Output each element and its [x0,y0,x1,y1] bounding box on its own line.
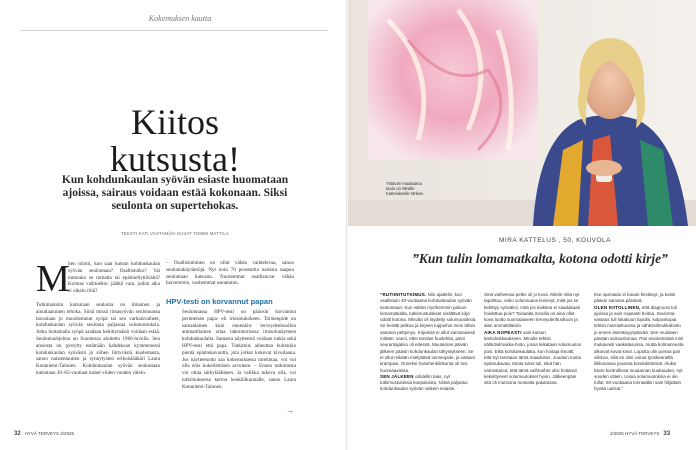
body-column-1-intro: iten toimii, kun saat kutsun kohdunkaulan syövän seulontaan? Osallistutko? Vai tuntuuko se turhalta tai epämiellyttävältä? Kolmas vaihtoehto: jäätkö vain, joihin alka ei oikein riitä? [68,261,160,295]
subheading: HPV-testi on korvannut papan [166,297,273,306]
body-column-2-top: – Osallistuminen on ollut vähän vaihtelevaa, sanoo seulontakäytäntöjä. Nyt noin 70 prosenttia naisista saapuu seulontaan kutsusta. Nuoremmat osallistuvat vähän harvemmin, vanhemmat useammin. [166,260,294,287]
drop-cap: M [36,258,70,300]
run-in-4: OLEN KIITOLLINEN, [594,304,641,310]
folio-right-text: 2/2025 HYVÄ TERVEYS [610,431,660,436]
body-column-2: Seulonnassa HPV-testi on pääosin korvannut perinteisen papa- eli irtosolukokeen. Toimenpide on samanlainen kuin ennenkin: terveydenhuollon ammattilainen ottaa laboratoriossa irtosolunäytteen kohdunkaulalta. Samasta näytteestä voidaan tutkia sekä HPV-testi että papa. Tutkimus aiheuttaa kuitenkin pientä epämukavuutta, jota jotkut kokevat kivuliaana. Jos näytteenotto saa kokemuksesta mietintaa, voi voi olla eräs kokeilemisen arvoinen. – Ennen tutkimusta voi ottaa särkylääkkeen. Ja valikka tukeva olla, voi tutkimuksessa kertoa henkilökunnalle, sanoo Laura Kotaniemi-Talonen. [182,309,296,390]
right-column-3-text: Itse operaatio ei kauan kestänyt, ja kotiin pääsin samana päivänä. [594,292,676,304]
right-column-3-text-2: että diagnoosi tuli ajoissa ja sain nopeasti hoitoa. Seulonta-vastaus tuli lokakuun lopulla, kolposkopia tehtiin marraskuussa ja sähkösilmukkahoito jo ennen itsenäisyyspäivää. Sen muistaen pävään sairauslomaa. Pari ensimmäistä mini mukavasti vaakatasossa, mutta kolmannesta alkoivat kovat kivut. Lopulta olin poissa pari viikkoa, sillä en olisi voinut työskennellä liikkuvassa junassa konduktöörinä. Aluksi kävin kontrollissa muutaman kuukauden, nyt vuoden välein. Uusia solumuutoksia ei ole tullut. 50-vuotiaana lonnaatkin sain hiljattain hyvää uutisia.” [594,304,684,392]
article-title [60,104,290,178]
title-line-2: kutsusta! [110,139,240,179]
interviewee-byline: MIRA KATTELUS , 50, KOUVOLA [499,237,611,244]
photo-caption: Ystävän maalaama taulu on Miralle Kattelukselle tärkeä. [386,181,424,197]
run-in-3: AIKA NOPEASTI [484,329,522,335]
run-in-2: SEN JÄLKEEN [380,373,414,379]
article-credits: TEKSTI KATI VASTAMÄKI KUVAT TOMMI MATTILA [121,231,229,236]
right-column-2-text: Sinä vaiheessa pelko oli jo kova. Mietin mitä nyt tapahtuu, onko solumuutos levinnyt, mitä jos se kehittyy syöväksi, mitä jos kaikkea ei saadakaan hoidettua pois? Toisaalta minulla on aina ollut kova luotto suomalaiseen terveydenhuoltoon ja alan ammattilaisiin. [484,292,581,329]
folio-left-text: HYVÄ TERVEYS 2/2025 [24,431,75,436]
folio-left [14,431,74,437]
right-column-1 [380,292,478,424]
pull-quote: ”Kun tulin lomamatkalta, kotona odotti kirje” [412,251,668,266]
right-column-1-text: Niin ajattelin, kun osallistuin 40-vuotiaana kohdunkaulan syövän seulontaan. Kun vähän myöhemmin paluun lomamatkalta, tutkimustulokset sisältävä kirje odotti kotona. Minulta oli löydetty solumuutoksia. Se herätti pelkoa ja kirjeen luppuihin meni lähes sanaton pettymys. Kirjeissä ei ollut varsinaisesti mitään: sanoi, ettei tarvitse huolehtia, pieni seurantajakso oli edessä. Muutaman päivän jälkeen pääsin kohdunkaulan tähystykseen. Se ei ollut mikään mielyttävä toimenpide, ja vatsani krampasi. Onneksi hoitohenkilökunta oli tosi huomaavaista. [380,292,477,373]
continue-arrow: → [286,406,294,415]
run-in-1: ”RUTIINITUTKIMUS. [380,292,427,297]
right-column-3 [594,292,684,424]
section-kicker: Kokemuksen kautta [148,14,212,23]
right-column-2 [484,292,582,424]
right-column-1-text-2: odotellin taas, nyt tutkimustuloksia koepaloista. Niistä paljastui kohdunkaulan syövän vaikein esiaste. [380,373,468,392]
kicker-divider [20,30,328,31]
folio-right [610,431,670,437]
article-lead: Kun kohdunkaulan syövän esiaste huomataan ajoissa, sairaus voidaan estää kokonaan. Siksi seulonta on supertehokas. [61,174,289,212]
right-column-2-text-2: sain kutsun kartioleikkaukseen. Minulle tehtiin sähkösilmukka-hoito, jossa leikataan solumuutos pois. Eikä kohdunkaulalta, kun hoitaja ilmoitti, että nyt tarvitaan tämä maadoitus. Jouduin tuntia epämukavaa. Mutta tulos tuli, eikä hän varmistanut, että tämä vaihtoehto olisi hoitanut keksittyneet solumuutokset hyvin. Jälkeenpäin sitä oli muistona moniaita pakarassa. [484,329,582,386]
body-column-1: Tutkimuksiin kutsutaan seulonta on ilmainen ja ainutlaatuinen tehoka. Siinä missä rintasyövän seulonnassa havaitaan jo muodostunut syöpä tai sen varhaisvaiheet, kohdunkaulan syövän seulonta paljastaa solumuutoksia. Jotka hoitamalla syöpä saadaan kehittymästä voidaan estää. Seulontaohjelma on Suomessa aloitettu 1960-luvulla. Sen ansiosta on pystytty estämään kahdeksan kymmenestä kohdunkaulan syövästä ja siihen liittyvästä kuolemasta, sanoo naistentautien ja synnytysten erikoislääkäri Laura Kotaniemi-Talonen. Kohdunkaulan syövän seulontaan kutsutaan 30–65-vuotiaat naiset viiden vuoden välein. [36,302,160,376]
page-number-right: 33 [663,431,671,437]
page-number-left: 32 [14,431,21,437]
title-line-1: Kiitos [130,102,219,142]
